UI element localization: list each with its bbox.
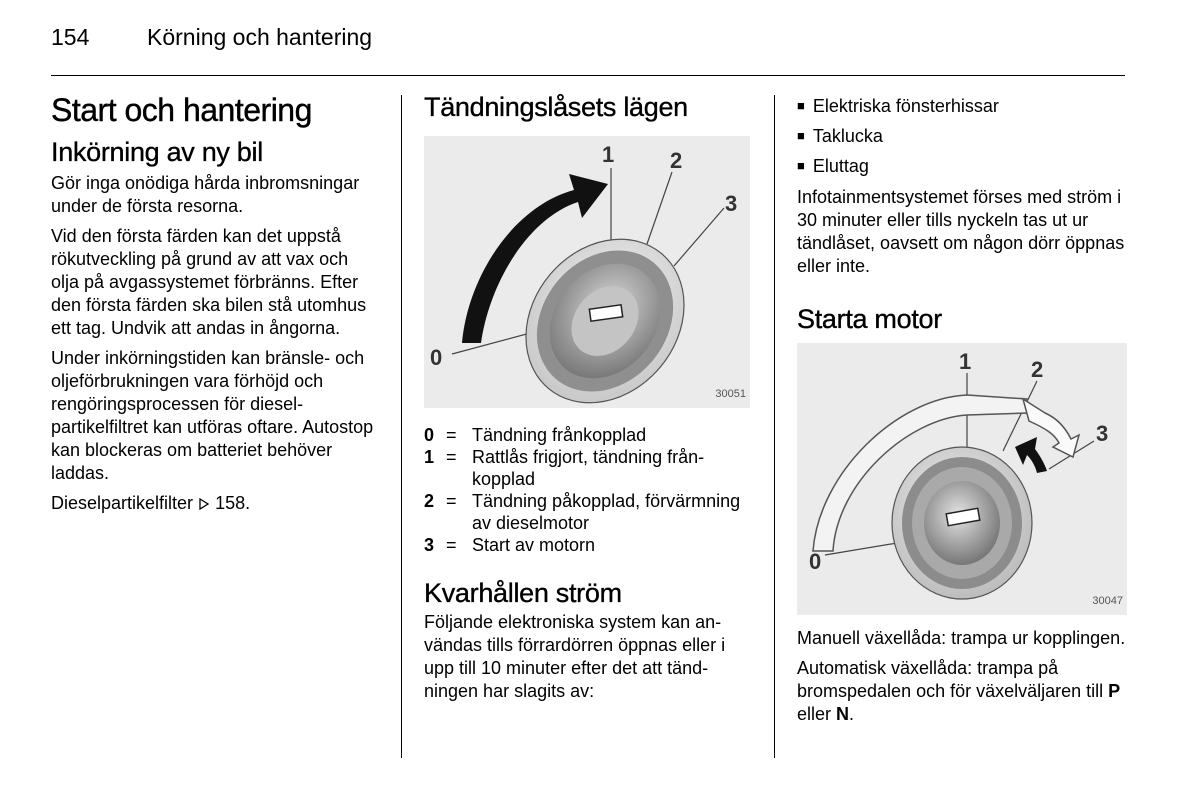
figure-code: 30047 <box>1092 595 1123 607</box>
position-label: 2 <box>670 148 683 173</box>
legend-row: 2 = Tändning påkopplad, förvärmning av dieselmotor <box>424 491 741 533</box>
reference-text: Dieselpartikelfilter <box>51 493 199 513</box>
section-title: Start och hantering <box>51 92 312 128</box>
legend <box>424 424 749 556</box>
start-engine-figure <box>797 343 1127 615</box>
legend-row: 0 = Tändning frånkopplad <box>424 425 647 445</box>
legend-row: 1 = Rattlås frigjort, tändning frånkopplad <box>424 447 705 489</box>
paragraph: Manuell växellåda: trampa ur kopplingen. <box>797 628 1126 648</box>
turn-arrow-icon <box>1015 437 1047 473</box>
subsection-title: Inkörning av ny bil <box>51 137 263 167</box>
cross-reference[interactable] <box>51 492 376 515</box>
figure-code: 30051 <box>715 388 746 400</box>
ignition-lock-icon <box>892 447 1032 599</box>
position-label: 0 <box>430 345 443 370</box>
ignition-positions-figure <box>424 136 750 408</box>
reference-page: 158. <box>210 493 251 513</box>
paragraph: Gör inga onödiga hårda inbromsningar under de första resorna. <box>51 173 360 216</box>
paragraph: Följande elektroniska system kan användas tills förrardörren öppnas eller i upp till 10 minuter efter det att tändningen har slagits av: <box>424 612 726 701</box>
paragraph: Under inkörningstiden kan bränsle- och oljeförbrukningen vara förhöjd och rengöringsprocessen för dieselpartikelfiltret kan utföras oftare. Autostop kan blockeras om batteriet behöver laddas. <box>51 348 374 483</box>
legend-row: 3 = Start av motorn <box>424 535 596 555</box>
list-item: ■ Taklucka <box>797 122 1127 152</box>
column-1 <box>51 92 376 522</box>
bullet-list <box>797 92 1127 182</box>
paragraph: Vid den första färden kan det uppstå rökutveckling på grund av att vax och olja på avgassystemet förbränns. Efter den första färden ska bilen stå utomhus ett tag. Undvik att andas in ångorna. <box>51 226 367 338</box>
section-title: Tändningslåsets lägen <box>424 92 688 122</box>
subsection-title: Kvarhållen ström <box>424 578 622 608</box>
section-title: Starta motor <box>797 304 942 334</box>
page-reference-icon <box>198 493 210 513</box>
position-label: 3 <box>725 191 738 216</box>
position-label: 0 <box>809 549 822 574</box>
position-label: 1 <box>959 349 972 374</box>
position-label: 2 <box>1031 357 1044 382</box>
gear-position-p: P <box>1108 681 1121 701</box>
header-rule <box>51 75 1125 76</box>
page-number: 154 <box>51 24 90 50</box>
column-divider-1 <box>401 95 402 758</box>
list-item: ■ Elektriska fönsterhissar <box>797 92 1127 122</box>
position-label: 3 <box>1096 421 1109 446</box>
paragraph: Automatisk växellåda: trampa på bromspedalen och för växelväljaren till P eller N. <box>797 658 1121 724</box>
column-3 <box>797 92 1127 733</box>
position-label: 1 <box>602 142 615 167</box>
column-2 <box>424 92 749 710</box>
list-item: ■ Eluttag <box>797 152 1127 182</box>
chapter-title: Körning och hantering <box>147 24 373 50</box>
gear-position-n: N <box>836 704 850 724</box>
paragraph: Infotainmentsystemet förses med ström i 30 minuter eller tills nyckeln tas ut ur tändlåset, oavsett om någon dörr öppnas eller inte. <box>797 187 1125 276</box>
column-divider-2 <box>774 95 775 758</box>
